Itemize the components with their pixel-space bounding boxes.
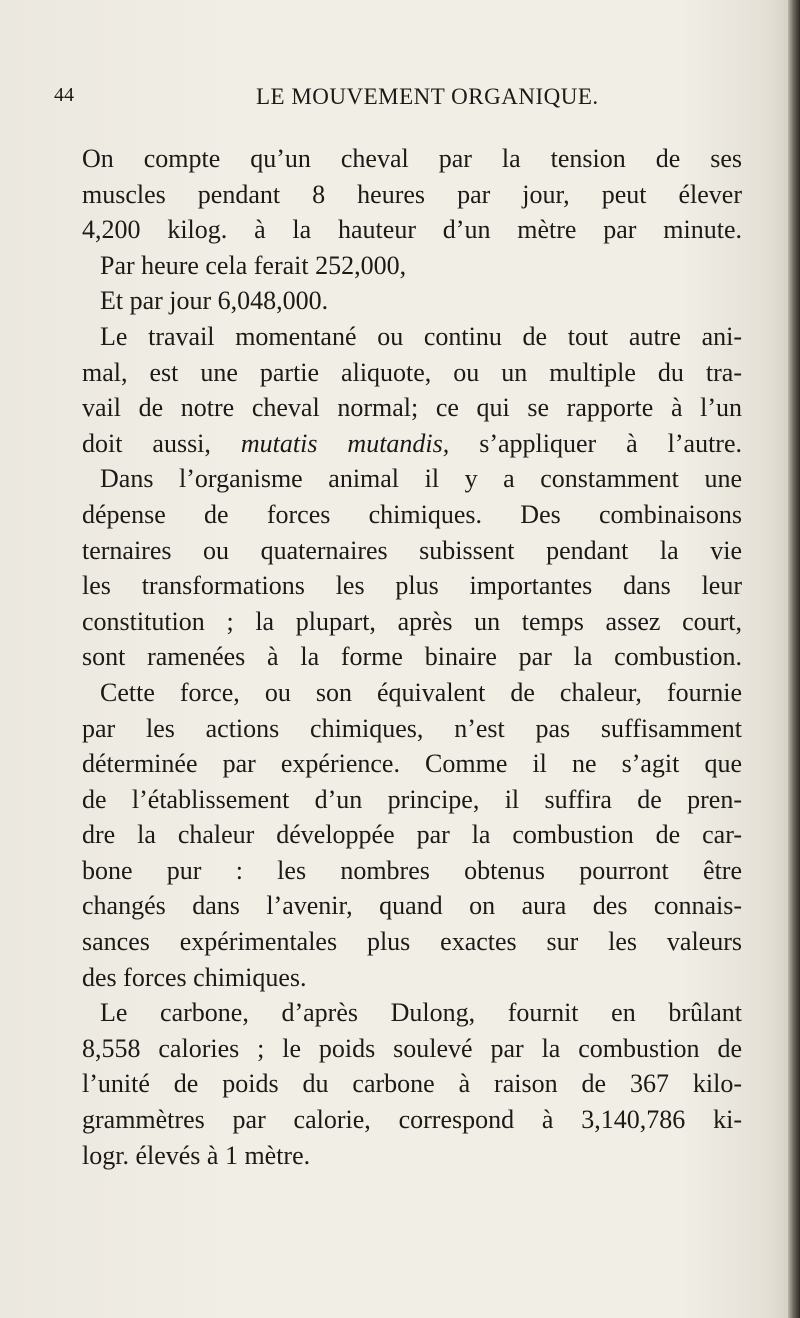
running-head: LE MOUVEMENT ORGANIQUE. (256, 84, 599, 109)
text-line: bone pur : les nombres obtenus pourront être (82, 855, 742, 885)
text-line: Dans l’organisme animal il y a constamment une (100, 464, 742, 494)
text-line: changés dans l’avenir, quand on aura des connais- (82, 891, 742, 921)
text-line: sont ramenées à la forme binaire par la combustion. (82, 642, 742, 672)
italic-phrase: mutatis mutandis, (240, 428, 450, 458)
text-fragment: doit aussi, (82, 428, 211, 458)
text-line: Le travail momentané ou continu de tout autre ani- (100, 321, 742, 351)
page-number: 44 (54, 84, 74, 106)
text-line: l’unité de poids du carbone à raison de 367 kilo- (82, 1069, 742, 1099)
text-line: déterminée par expérience. Comme il ne s’agit que (82, 749, 742, 779)
text-line: des forces chimiques. (82, 962, 307, 992)
text-line: mal, est une partie aliquote, ou un multiple du tra- (82, 357, 742, 387)
text-line: de l’établissement d’un principe, il suffira de pren- (82, 784, 742, 814)
text-line: Par heure cela ferait 252,000, (100, 250, 407, 280)
text-line: sances expérimentales plus exactes sur les valeurs (82, 927, 742, 957)
text-line: par les actions chimiques, n’est pas suffisamment (82, 713, 742, 743)
text-line: les transformations les plus importantes dans leur (82, 571, 742, 601)
page-edge-shadow (788, 0, 800, 1318)
text-line: 4,200 kilog. à la hauteur d’un mètre par minute. (82, 215, 742, 245)
text-line-with-italic (82, 426, 742, 462)
text-line: Cette force, ou son équivalent de chaleur, fournie (100, 677, 742, 707)
text-line: 8,558 calories ; le poids soulevé par la combustion de (82, 1033, 742, 1063)
text-line: constitution ; la plupart, après un temps assez court, (82, 606, 742, 636)
text-line: grammètres par calorie, correspond à 3,140,786 ki- (82, 1105, 742, 1135)
body-text (82, 141, 742, 1173)
text-fragment: s’appliquer à l’autre. (479, 428, 743, 458)
page-header (54, 84, 754, 118)
text-line: muscles pendant 8 heures par jour, peut élever (82, 179, 742, 209)
text-line: Le carbone, d’après Dulong, fournit en brûlant (100, 998, 742, 1028)
text-line: dre la chaleur développée par la combustion de car- (82, 820, 742, 850)
text-line: vail de notre cheval normal; ce qui se rapporte à l’un (82, 393, 742, 423)
text-line: Et par jour 6,048,000. (100, 286, 329, 316)
text-line: logr. élevés à 1 mètre. (82, 1140, 311, 1170)
text-line: On compte qu’un cheval par la tension de ses (82, 144, 742, 173)
text-line: dépense de forces chimiques. Des combinaisons (82, 499, 742, 529)
text-line: ternaires ou quaternaires subissent pendant la vie (82, 535, 742, 565)
